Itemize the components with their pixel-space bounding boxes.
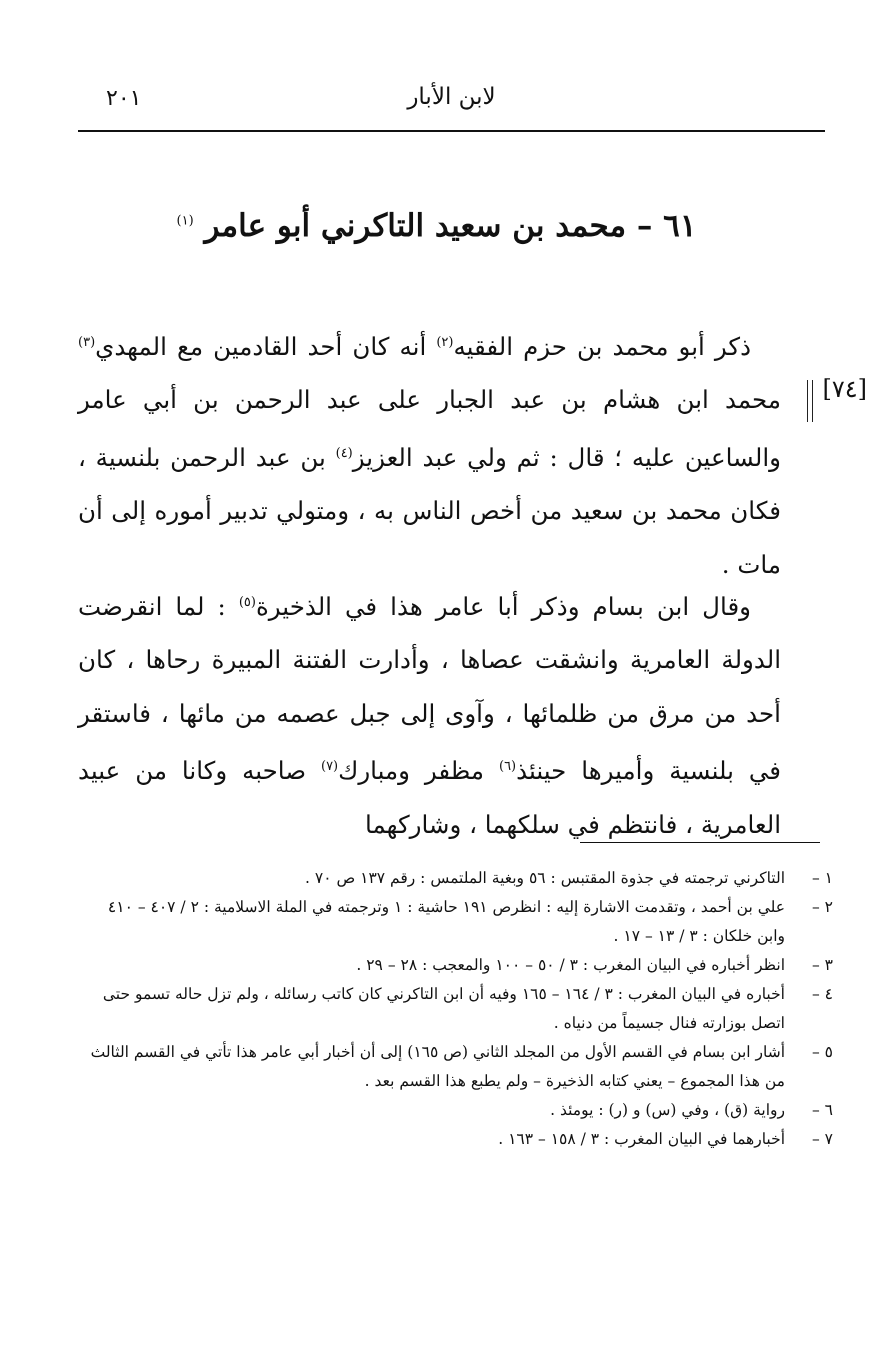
- footnote-item: [78, 1125, 833, 1154]
- footnote-divider: [580, 842, 820, 843]
- paragraph-2: [78, 576, 781, 851]
- footnote-item: [78, 893, 833, 951]
- footnote-number: ٥ –: [811, 1043, 833, 1061]
- para2-text-d: صاحبه وكانا من عبيد العامرية ، فانتظم في سلكهما ، وشاركهما: [78, 756, 781, 839]
- running-title: لابن الأبار: [407, 84, 496, 110]
- footnote-ref-7: (٧): [320, 759, 339, 775]
- entry-title-text: ٦١ – محمد بن سعيد التاكرني أبو عامر: [204, 208, 697, 244]
- running-header: [78, 78, 825, 132]
- footnote-number: ٣ –: [811, 956, 833, 974]
- para1-text-d: بن عبد الرحمن بلنسية ، فكان محمد بن سعيد من أخص الناس به ، ومتولي تدبير أموره إلى أن مات .: [78, 442, 781, 579]
- footnote-number: ٦ –: [811, 1101, 833, 1119]
- footnote-ref-2: (٢): [436, 335, 454, 350]
- margin-double-bar: [807, 380, 813, 422]
- footnote-item: [78, 951, 833, 980]
- footnote-text: رواية (ق) ، وفي (س) و (ر) : يومئذ .: [550, 1101, 785, 1119]
- page-number: ٢٠١: [106, 86, 142, 111]
- footnote-text: أخبارهما في البيان المغرب : ٣ / ١٥٨ – ١٦٣ .: [498, 1130, 785, 1148]
- footnote-item: [78, 1038, 833, 1096]
- para1-text-a: ذكر أبو محمد بن حزم الفقيه: [453, 332, 751, 362]
- footnote-text: التاكرني ترجمته في جذوة المقتبس : ٥٦ وبغية الملتمس : رقم ١٣٧ ص ٧٠ .: [305, 869, 785, 887]
- footnote-text: علي بن أحمد ، وتقدمت الاشارة إليه : انظرص ١٩١ حاشية : ١ وترجمته في الملة الاسلامية : ٢ / ٤٠٧ – ٤١٠ وابن خلكان : ٣ / ١٣ – ١٧ .: [107, 898, 785, 945]
- footnote-ref-5: (٥): [238, 595, 256, 610]
- entry-heading: [120, 208, 753, 244]
- para2-text-c: مظفر ومبارك: [338, 756, 499, 786]
- para1-text-c: محمد ابن هشام بن عبد الجبار على عبد الرحمن بن أبي عامر والساعين عليه ؛ قال : ثم ولي عبد العزيز: [78, 385, 781, 472]
- footnote-ref-4: (٤): [335, 445, 353, 461]
- footnote-item: [78, 980, 833, 1038]
- footnote-ref-3: (٣): [78, 335, 96, 350]
- footnote-number: ٧ –: [811, 1130, 833, 1148]
- footnote-text: أخباره في البيان المغرب : ٣ / ١٦٤ – ١٦٥ وفيه أن ابن التاكرني كان كاتب رسائله ، ولم تزل حاله تسمو حتى اتصل بوزارته فنال جسيماً من دنياه .: [102, 985, 785, 1032]
- footnote-ref-1: (١): [176, 213, 194, 229]
- footnote-item: [78, 1096, 833, 1125]
- para2-text-a: وقال ابن بسام وذكر أبا عامر هذا في الذخيرة: [255, 592, 751, 622]
- paragraph-1: [78, 316, 781, 591]
- margin-page-marker: [٧٤]: [822, 375, 867, 403]
- footnote-item: [78, 864, 833, 893]
- footnote-number: ٢ –: [811, 898, 833, 916]
- para1-text-b: أنه كان أحد القادمين مع المهدي: [95, 332, 437, 362]
- para2-text-b: : لما انقرضت الدولة العامرية وانشقت عصاها ، وأدارت الفتنة المبيرة رحاها ، كان أحد من مرق من ظلمائها ، وآوى إلى جبل عصمه من مائها ، فاستقر في بلنسية وأميرها حينئذ: [78, 592, 782, 786]
- footnote-ref-6: (٦): [498, 759, 517, 775]
- footnote-text: انظر أخباره في البيان المغرب : ٣ / ٥٠ – ١٠٠ والمعجب : ٢٨ – ٢٩ .: [356, 956, 785, 974]
- footnote-text: أشار ابن بسام في القسم الأول من المجلد الثاني (ص ١٦٥) إلى أن أخبار أبي عامر هذا تأتي في القسم الثالث من هذا المجموع – يعني كتابه الذخيرة – ولم يطبع هذا القسم بعد .: [90, 1043, 785, 1090]
- footnote-number: ١ –: [811, 869, 833, 887]
- footnotes: [78, 864, 833, 1154]
- footnote-number: ٤ –: [811, 985, 833, 1003]
